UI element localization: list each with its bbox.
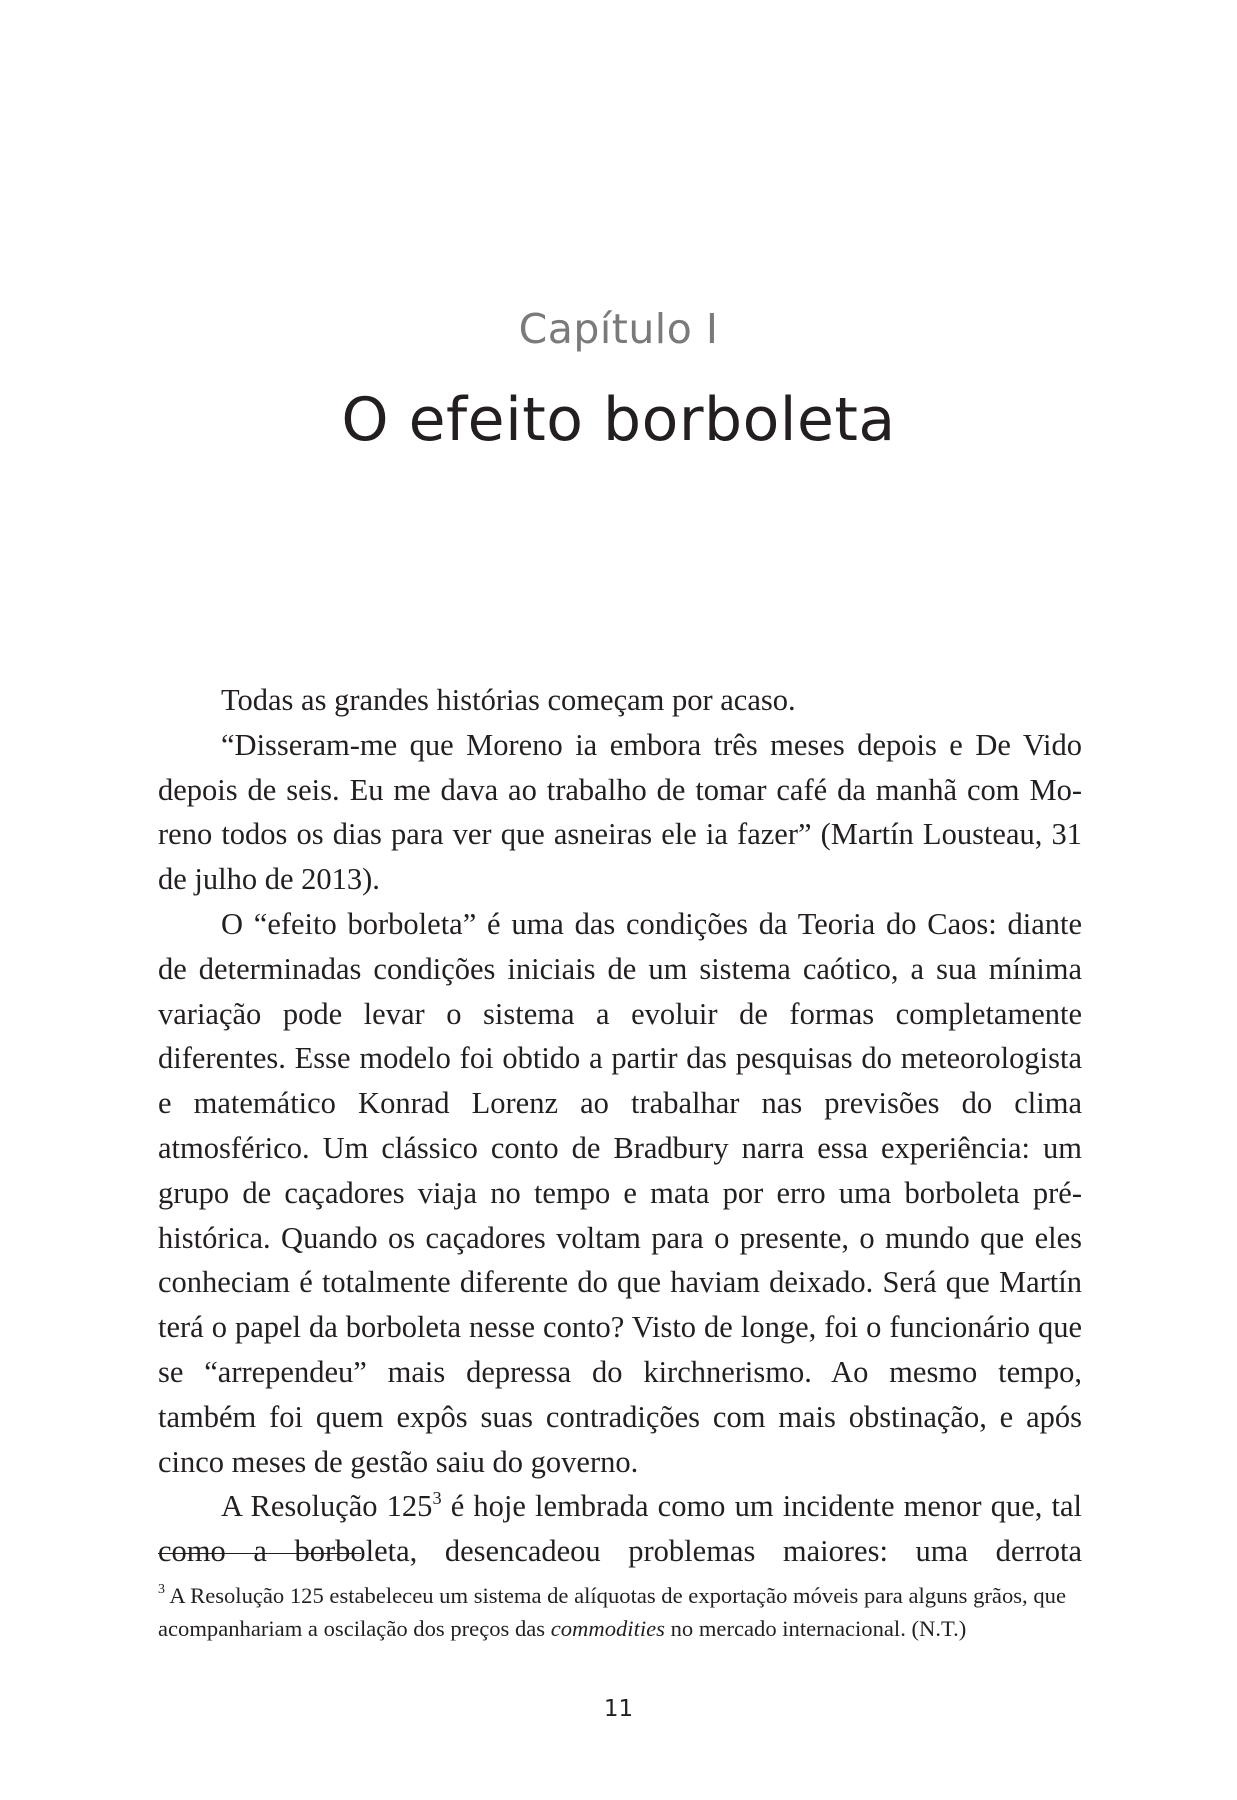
chapter-title: O efeito borboleta bbox=[341, 385, 896, 455]
footnote-italic-term: commodities bbox=[550, 1616, 665, 1641]
footnote-text-start: A Resolução 125 estabeleceu um sistema de alíquotas de exportação móveis para alguns grãos, que acompanhariam a oscilação dos preços das bbox=[158, 1583, 1066, 1641]
body-text bbox=[158, 678, 1082, 1574]
paragraph-3: O “efeito borboleta” é uma das condições da Teoria do Caos: diante de determinadas condições iniciais de um sistema caótico, a sua mínima variação pode levar o sistema a evoluir de formas completamente diferentes. Esse modelo foi obtido a partir das pesquisas do meteorologista e matemático Konrad Lorenz ao trabalhar nas previsões do clima atmosférico. Um clássico conto de Bradbury narra essa experiência: um grupo de caçadores viaja no tempo e mata por erro uma borboleta pré-histórica. Quando os caçadores voltam para o presente, o mundo que eles conheciam é totalmente diferente do que haviam deixado. Será que Martín terá o papel da borboleta nesse conto? Visto de longe, foi o funcionário que se “arrependeu” mais depressa do kirchnerismo. Ao mesmo tempo, também foi quem expôs suas contradições com mais obstinação, e após cinco meses de gestão saiu do governo. bbox=[158, 906, 1082, 1479]
chapter-label: Capítulo I bbox=[518, 305, 719, 353]
paragraph-4-start: A Resolução 125 bbox=[221, 1489, 433, 1524]
footnote-divider bbox=[158, 1553, 361, 1554]
page-number: 11 bbox=[603, 1696, 634, 1722]
paragraph-4 bbox=[158, 1484, 1082, 1574]
paragraph-2: “Disseram-me que Moreno ia embora três meses depois e De Vido depois de seis. Eu me dava ao trabalho de tomar café da manhã com Moreno todos os dias para ver que asneiras ele ia fazer” (Martín Lousteau, 31 de julho de 2013). bbox=[158, 727, 1082, 897]
footnote-number: 3 bbox=[158, 1582, 165, 1598]
footnote-reference: 3 bbox=[432, 1488, 442, 1509]
paragraph-1: Todas as grandes histórias começam por acaso. bbox=[221, 683, 796, 717]
paragraph-4-rest: é hoje lembrada como um incidente menor que, tal como a borboleta, desencadeou problemas maiores: uma derrota bbox=[158, 1489, 1082, 1569]
footnote-text-end: no mercado internacional. (N.T.) bbox=[664, 1616, 967, 1641]
footnote bbox=[158, 1579, 1082, 1645]
